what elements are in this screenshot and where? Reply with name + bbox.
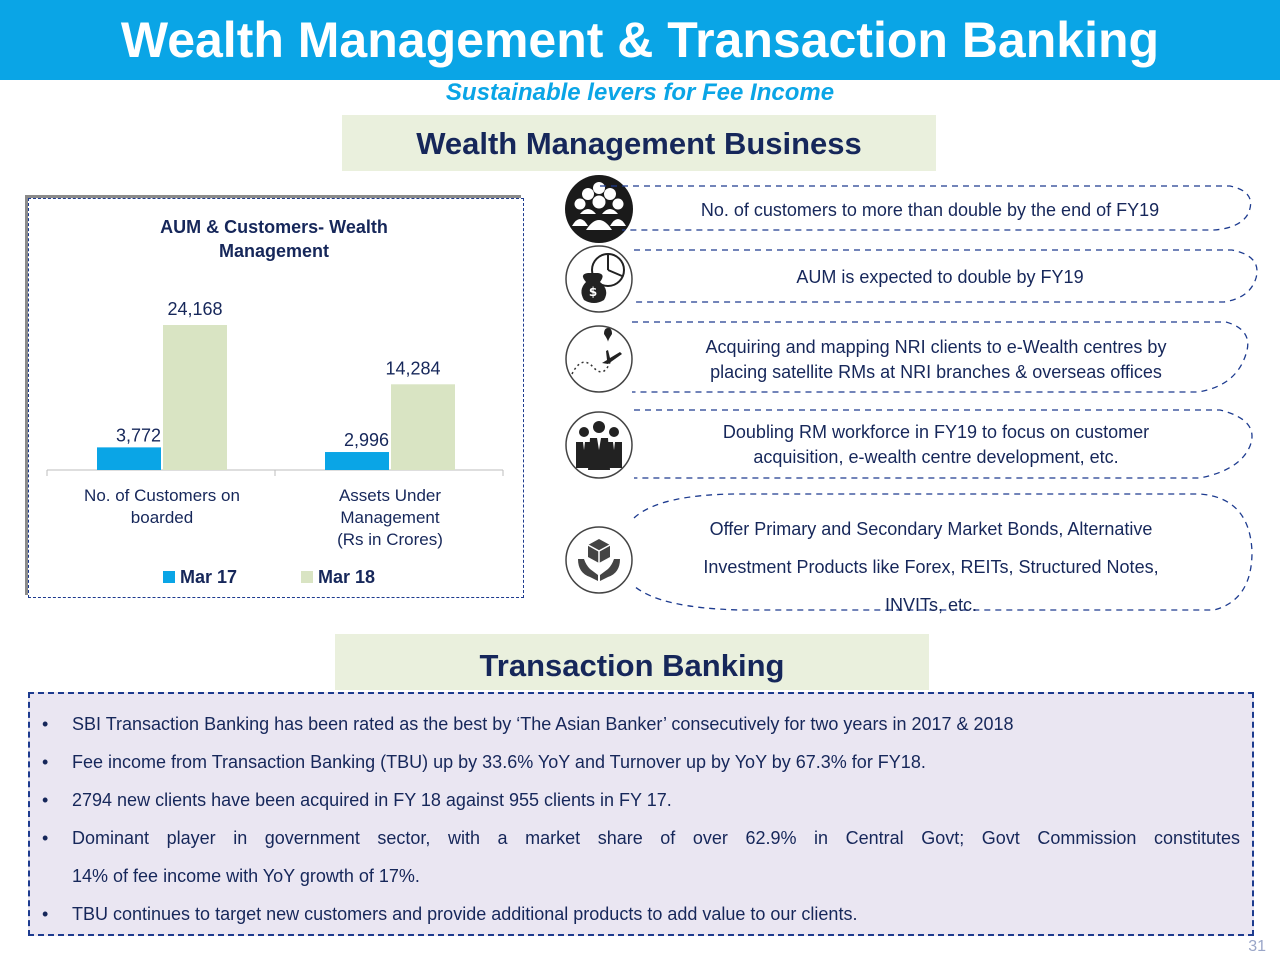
point-text: SBI Transaction Banking has been rated as the best by ‘The Asian Banker’ consecutively for two years in 2017 & 2018 <box>72 714 1014 734</box>
data-label: 2,996 <box>343 430 389 451</box>
category-label-line: boarded <box>130 508 194 527</box>
highlight-line: acquisition, e-wealth centre development, etc. <box>753 447 1119 467</box>
highlight-line: Investment Products like Forex, REITs, Structured Notes, <box>703 557 1159 577</box>
highlight-line: No. of customers to more than double by the end of FY19 <box>700 200 1160 220</box>
wealth-section-title: Wealth Management Business <box>342 115 936 171</box>
highlight-line: Acquiring and mapping NRI clients to e-Wealth centres by <box>705 337 1167 357</box>
category-label-line: (Rs in Crores) <box>337 530 443 549</box>
highlight-text-aum <box>640 265 1240 290</box>
bullet-dot: • <box>42 790 49 810</box>
transaction-point <box>42 743 1272 781</box>
point-text: Dominant player in government sector, with a market share of over 62.9% in Central Govt; Govt Commission constitutes <box>72 828 1240 848</box>
highlight-text-nri <box>636 335 1236 385</box>
data-label: 24,168 <box>167 299 223 319</box>
highlight-line: AUM is expected to double by FY19 <box>796 267 1084 287</box>
category-label-line: No. of Customers on <box>84 486 240 505</box>
page-number: 31 <box>1248 938 1266 955</box>
highlight-text-rm <box>636 420 1236 470</box>
transaction-point <box>42 895 1272 933</box>
category-label-line: Assets Under <box>338 486 442 505</box>
highlight-line: placing satellite RMs at NRI branches & overseas offices <box>710 362 1162 382</box>
point-text: 2794 new clients have been acquired in FY 18 against 955 clients in FY 17. <box>72 790 672 810</box>
highlight-text-customers <box>640 198 1220 223</box>
transaction-point-continued <box>42 857 1272 895</box>
chart-title-line1: AUM & Customers- Wealth <box>160 217 388 237</box>
transaction-points-panel <box>28 692 1254 936</box>
transaction-point <box>42 781 1272 819</box>
data-label: 3,772 <box>115 425 161 446</box>
highlight-line: Offer Primary and Secondary Market Bonds, Alternative <box>709 519 1153 539</box>
highlight-line: INVITs, etc. <box>884 595 978 615</box>
legend-label: Mar 18 <box>318 567 376 587</box>
transaction-point <box>42 819 1240 857</box>
bullet-dot: • <box>42 828 49 848</box>
point-text: Fee income from Transaction Banking (TBU) up by 33.6% YoY and Turnover up by YoY by 67.3% for FY18. <box>72 752 926 772</box>
highlight-text-products <box>636 510 1226 624</box>
highlight-line: Doubling RM workforce in FY19 to focus on customer <box>722 422 1150 442</box>
page-title: Wealth Management & Transaction Banking <box>120 12 1160 68</box>
bullet-dot: • <box>42 714 49 734</box>
point-text: 14% of fee income with YoY growth of 17%. <box>72 866 420 886</box>
chart-title-line2: Management <box>218 241 330 261</box>
category-label-line: Management <box>340 508 440 527</box>
data-label: 14,284 <box>385 358 441 379</box>
transaction-section-title: Transaction Banking <box>335 634 929 690</box>
bullet-dot: • <box>42 752 49 772</box>
bullet-dot: • <box>42 904 49 924</box>
legend-label: Mar 17 <box>180 567 238 587</box>
page-subtitle: Sustainable levers for Fee Income <box>0 80 1280 108</box>
svg-text:$: $ <box>588 285 598 299</box>
transaction-point <box>42 705 1272 743</box>
point-text: TBU continues to target new customers and provide additional products to add value to our clients. <box>72 904 858 924</box>
